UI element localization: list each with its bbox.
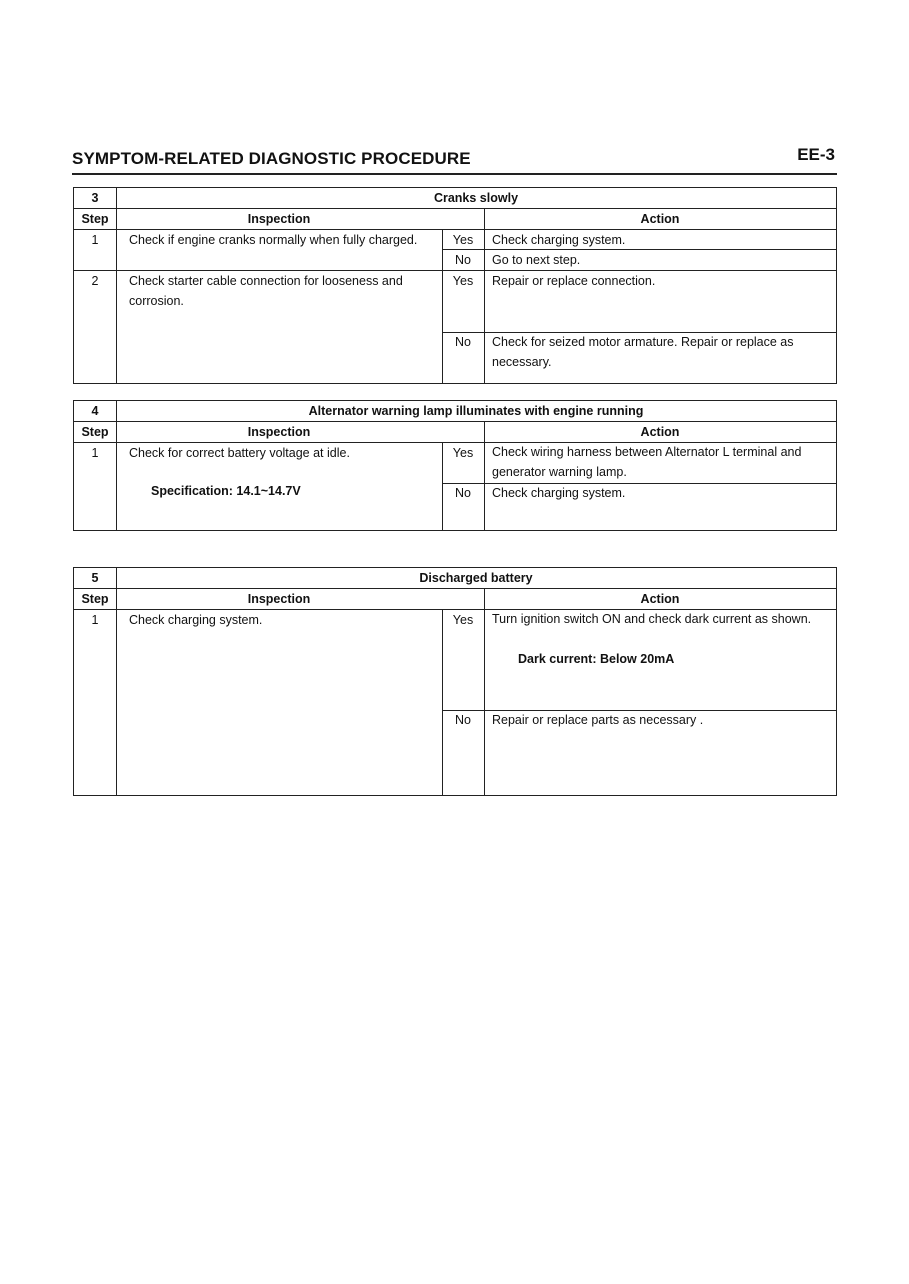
no-action: Go to next step. [492,253,581,267]
col-action-header: Action [640,592,680,606]
col-step-header: Step [81,592,109,606]
no-label: No [455,335,471,349]
step-number: 1 [91,613,99,627]
col-inspection-header: Inspection [247,592,311,606]
yes-label: Yes [452,233,474,247]
yes-label: Yes [452,446,474,460]
step-number: 2 [91,274,99,288]
col-inspection-header: Inspection [247,425,311,439]
diagnostic-table-alternator-warning-lamp [73,400,837,531]
yes-action: Turn ignition switch ON and check dark current as shown. [492,612,812,626]
procedure-title: Alternator warning lamp illuminates with engine running [308,404,644,418]
page-title: SYMPTOM-RELATED DIAGNOSTIC PROCEDURE [72,149,471,168]
specification-text: Specification: 14.1~14.7V [151,484,301,498]
no-label: No [455,253,471,267]
yes-action: Repair or replace connection. [492,274,656,288]
page-number: EE-3 [797,145,835,164]
diagnostic-table-cranks-slowly [73,187,837,384]
no-action: Check charging system. [492,486,626,500]
procedure-title: Discharged battery [419,571,533,585]
col-inspection-header: Inspection [247,212,311,226]
yes-label: Yes [452,274,474,288]
specification-text: Dark current: Below 20mA [518,652,675,666]
procedure-number: 3 [91,191,99,205]
no-action: Repair or replace parts as necessary . [492,713,704,727]
page-header [72,145,837,175]
step-number: 1 [91,446,99,460]
col-step-header: Step [81,212,109,226]
step-number: 1 [91,233,99,247]
inspection-text: Check charging system. [129,613,263,627]
inspection-text: Check for correct battery voltage at idle. [129,446,350,460]
diagnostic-table-discharged-battery [73,567,837,796]
yes-action: Check charging system. [492,233,626,247]
col-action-header: Action [640,212,680,226]
inspection-text: Check starter cable connection for looseness and corrosion. [129,274,403,308]
yes-label: Yes [452,613,474,627]
procedure-number: 5 [91,571,99,585]
no-label: No [455,486,471,500]
procedure-title: Cranks slowly [433,191,519,205]
no-label: No [455,713,471,727]
inspection-text: Check if engine cranks normally when fully charged. [129,233,418,247]
yes-action: Check wiring harness between Alternator L terminal and generator warning lamp. [492,445,802,479]
no-action: Check for seized motor armature. Repair or replace as necessary. [492,335,794,369]
col-action-header: Action [640,425,680,439]
col-step-header: Step [81,425,109,439]
procedure-number: 4 [91,404,99,418]
